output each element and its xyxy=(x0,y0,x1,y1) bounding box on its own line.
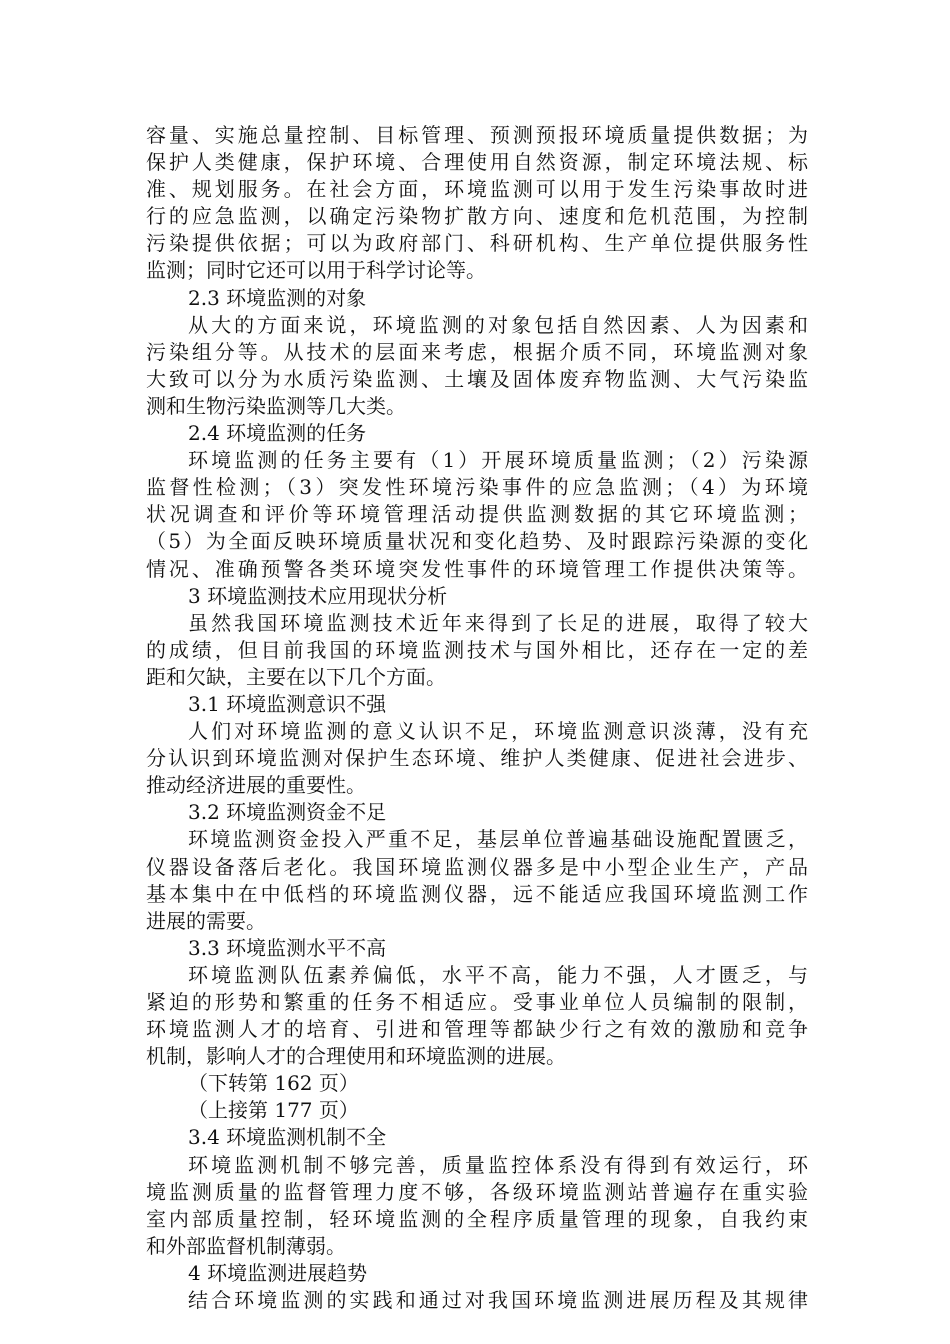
text-line: 污染提供依据；可以为政府部门、科研机构、生产单位提供服务性 xyxy=(146,231,808,256)
text-line: 保护人类健康，保护环境、合理使用自然资源，制定环境法规、标 xyxy=(146,150,808,175)
text-line: 3.2 环境监测资金不足 xyxy=(188,800,387,825)
text-line: 环境监测机制不够完善，质量监控体系没有得到有效运行，环 xyxy=(188,1152,808,1177)
text-line: 分认识到环境监测对保护生态环境、维护人类健康、促进社会进步、 xyxy=(146,746,808,771)
text-line: 容量、实施总量控制、目标管理、预测预报环境质量提供数据；为 xyxy=(146,123,808,147)
text-line: 进展的需要。 xyxy=(146,908,266,933)
text-line: 3.3 环境监测水平不高 xyxy=(188,935,387,960)
text-line: 距和欠缺，主要在以下几个方面。 xyxy=(146,664,446,689)
text-line: 结合环境监测的实践和通过对我国环境监测进展历程及其规律 xyxy=(188,1288,808,1313)
text-line: 虽然我国环境监测技术近年来得到了长足的进展，取得了较大 xyxy=(188,610,808,635)
text-line: 3.4 环境监测机制不全 xyxy=(188,1125,387,1150)
text-line: （下转第 162 页） xyxy=(188,1071,359,1096)
text-line: 情况、准确预警各类环境突发性事件的环境管理工作提供决策等。 xyxy=(146,556,808,581)
text-line: 3.1 环境监测意识不强 xyxy=(188,691,387,716)
text-line: 环境监测的任务主要有（1）开展环境质量监测；（2）污染源 xyxy=(188,448,808,473)
text-line: 行的应急监测，以确定污染物扩散方向、速度和危机范围，为控制 xyxy=(146,204,808,229)
text-line: 基本集中在中低档的环境监测仪器，远不能适应我国环境监测工作 xyxy=(146,881,808,906)
text-line: 机制，影响人才的合理使用和环境监测的进展。 xyxy=(146,1044,566,1069)
text-line: 人们对环境监测的意义认识不足，环境监测意识淡薄，没有充 xyxy=(188,719,808,744)
text-line: 室内部质量控制，轻环境监测的全程序质量管理的现象，自我约束 xyxy=(146,1206,808,1231)
text-line: 2.3 环境监测的对象 xyxy=(188,285,367,310)
text-line: 准、规划服务。在社会方面，环境监测可以用于发生污染事故时进 xyxy=(146,177,808,202)
document-page xyxy=(146,122,808,1314)
text-line: 测和生物污染监测等几大类。 xyxy=(146,393,406,418)
text-line: 环境监测人才的培育、引进和管理等都缺少行之有效的激励和竞争 xyxy=(146,1017,808,1042)
text-line: 状况调查和评价等环境管理活动提供监测数据的其它环境监测； xyxy=(146,502,808,527)
text-line: （上接第 177 页） xyxy=(188,1098,359,1123)
text-line: 环境监测资金投入严重不足，基层单位普遍基础设施配置匮乏， xyxy=(188,827,808,852)
text-line: 的成绩，但目前我国的环境监测技术与国外相比，还存在一定的差 xyxy=(146,637,808,662)
text-line: 从大的方面来说，环境监测的对象包括自然因素、人为因素和 xyxy=(188,312,808,337)
text-line: 大致可以分为水质污染监测、土壤及固体废弃物监测、大气污染监 xyxy=(146,366,808,391)
text-line: 4 环境监测进展趋势 xyxy=(188,1260,368,1285)
text-line: 和外部监督机制薄弱。 xyxy=(146,1233,346,1258)
text-line: 监督性检测；（3）突发性环境污染事件的应急监测；（4）为环境 xyxy=(146,475,808,500)
text-line: 2.4 环境监测的任务 xyxy=(188,421,367,446)
text-line: 推动经济进展的重要性。 xyxy=(146,773,366,798)
text-line: 境监测质量的监督管理力度不够，各级环境监测站普遍存在重实验 xyxy=(146,1179,808,1204)
text-line: 污染组分等。从技术的层面来考虑，根据介质不同，环境监测对象 xyxy=(146,339,808,364)
text-line: 仪器设备落后老化。我国环境监测仪器多是中小型企业生产，产品 xyxy=(146,854,808,879)
text-line: 3 环境监测技术应用现状分析 xyxy=(188,583,448,608)
text-line: 紧迫的形势和繁重的任务不相适应。受事业单位人员编制的限制， xyxy=(146,990,808,1014)
text-line: 监测；同时它还可以用于科学讨论等。 xyxy=(146,258,486,283)
text-line: 环境监测队伍素养偏低，水平不高，能力不强，人才匮乏，与 xyxy=(188,962,808,987)
text-line: （5）为全面反映环境质量状况和变化趋势、及时跟踪污染源的变化 xyxy=(146,529,808,554)
